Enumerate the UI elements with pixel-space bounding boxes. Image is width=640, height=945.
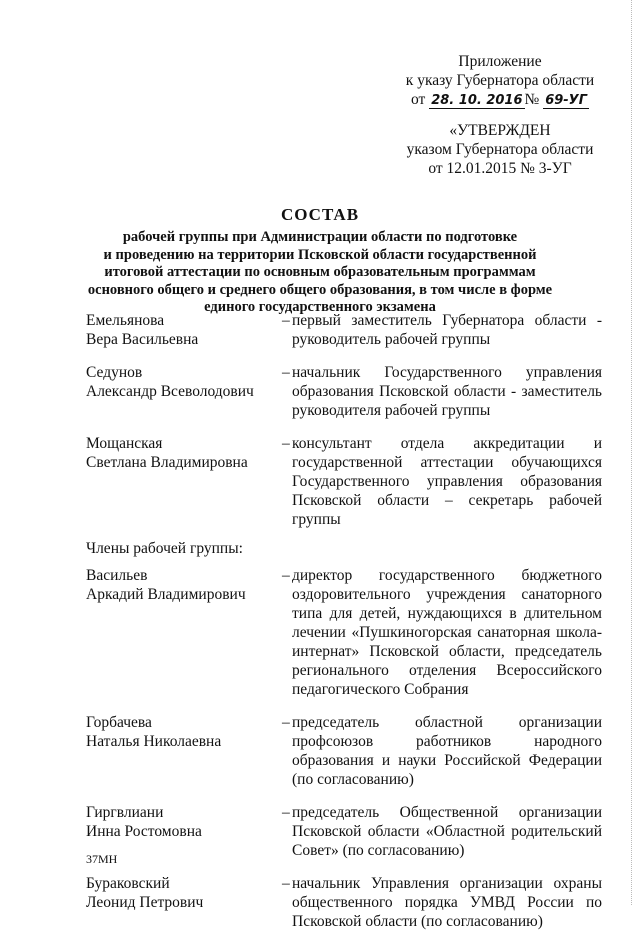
dash: – [282,804,290,821]
appendix-date-line [400,90,600,110]
member-row [86,713,602,789]
member-surname: Гиргвлиани [86,804,164,821]
member-row [86,363,602,420]
member-row [86,434,602,529]
dash: – [282,312,290,329]
dash: – [282,875,290,892]
dash: – [282,435,290,452]
member-surname: Васильев [86,567,148,584]
member-given-name: Александр Всеволодович [86,383,254,400]
member-row [86,311,602,349]
approved-line: указом Губернатора области [406,141,594,158]
member-row [86,566,602,699]
member-name [86,434,282,529]
member-name [86,874,282,931]
member-name [86,566,282,699]
appendix-header [400,52,600,110]
dash: – [282,714,290,731]
scan-edge [631,0,632,905]
approved-stamp [400,121,600,178]
from-label: от [411,91,426,108]
member-surname: Емельянова [86,312,165,329]
member-surname: Бураковский [86,875,170,892]
member-role: председатель Общественной организации Псковской области «Областной родительский Совет» (по согласованию) [292,804,602,859]
appendix-line: Приложение [458,53,542,70]
handwritten-date: 28. 10. 2016 [431,93,523,108]
member-given-name: Инна Ростомовна [86,823,202,840]
member-row [86,874,602,931]
member-surname: Седунов [86,364,143,381]
member-given-name: Наталья Николаевна [86,733,222,750]
document-title: СОСТАВ [280,205,360,224]
subtitle-line: рабочей группы при Администрации области по подготовке [122,229,518,245]
member-role: консультант отдела аккредитации и государственной аттестации обучающихся Государственного управления образования Псковской области – секретарь рабочей группы [292,435,602,528]
member-surname: Горбачева [86,714,152,731]
subtitle-line: основного общего и среднего общего образования, в том числе в форме [87,281,553,298]
appendix-line: к указу Губернатора области [405,72,595,89]
member-row [86,803,602,860]
subtitle-line: итоговой аттестации по основным образовательным программам [104,264,536,281]
member-given-name: Светлана Владимировна [86,454,248,471]
handwritten-number: 69-УГ [545,93,587,108]
member-given-name: Вера Васильевна [86,331,199,348]
member-surname: Мощанская [86,435,163,452]
members-section-label: Члены рабочей группы: [86,540,243,557]
subtitle-line: единого государственного экзамена [204,299,436,316]
member-name [86,311,282,349]
member-given-name: Аркадий Владимирович [86,586,246,603]
number-sign: № [524,91,540,108]
footer-code: 37МН [86,852,118,866]
dash: – [282,364,290,381]
approved-line: от 12.01.2015 № 3-УГ [428,160,572,177]
member-role: начальник Управления организации охраны общественного порядка УМВД России по Псковской области (по согласованию) [292,875,602,930]
subtitle-line: и проведению на территории Псковской области государственной [103,246,537,263]
member-name [86,363,282,420]
title-block [84,205,556,317]
approved-line: «УТВЕРЖДЕН [449,122,551,139]
member-role: директор государственного бюджетного оздоровительного учреждения санаторного типа для детей, нуждающихся в длительном лечении «Пушкиногорская санаторная школа-интернат» Псковской области, председатель регионального отделения Всероссийского педагогического Собрания [292,567,602,698]
member-role: первый заместитель Губернатора области - руководитель рабочей группы [292,312,602,348]
dash: – [282,567,290,584]
member-role: председатель областной организации профсоюзов работников народного образования и науки Российской Федерации (по согласованию) [292,714,602,788]
member-role: начальник Государственного управления образования Псковской области - заместитель руководителя рабочей группы [292,364,602,419]
member-given-name: Леонид Петрович [86,894,204,911]
members-list [86,311,602,945]
member-name [86,713,282,789]
